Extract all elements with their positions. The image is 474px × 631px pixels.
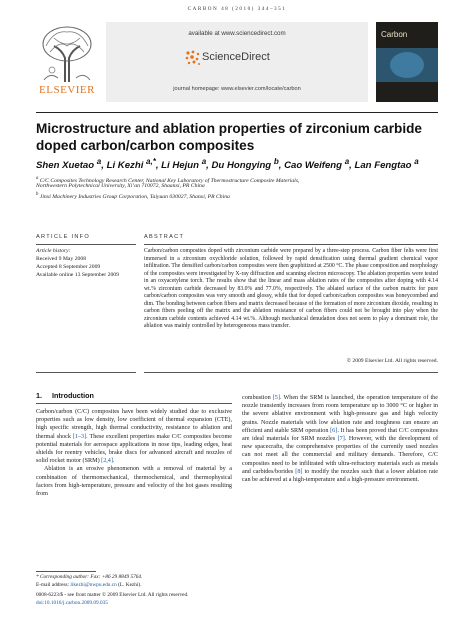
affiliation [36,183,438,191]
section-heading-introduction [36,391,94,400]
author-sup: a [344,157,350,166]
sciencedirect-banner [106,22,368,102]
paragraph: combustion [5]. When the SRM is launched, the operation temperature of the nozzle transiently increases from room temperature up to 3000 °C or higher in the severe ablative environment with high-pressure gas and high velocity grains. Nozzle materials with low ablation rate and toughness can ensure an efficient and stable SRM operation [6]. It has been proved that C/C composites are ideal materials for SRM nozzles [7]. However, with the development of new spacecrafts, the comprehensive properties of the currently used nozzles can not meet all the commercial and military demands. Therefore, C/C composites need to be infiltrated with ultra-refractory materials such as metals and carbides/borides [8] to modify the nozzles such that a lower ablation rate can be achieved at a high-temperature and a high-pressure environment. [242,395,438,484]
affiliation-sup: b [36,192,39,197]
doi-link[interactable]: doi:10.1016/j.carbon.2009.09.035 [36,600,108,606]
header-rule [36,112,438,113]
intro-left-column [36,408,232,498]
email-suffix: (L. Kezhi). [116,582,142,588]
affiliation [36,191,438,202]
affiliation-text: Jinxi Machinery Industries Group Corporation, Taiyuan 030027, Shanxi, PR China [39,193,230,200]
cover-graphic [390,52,424,78]
elsevier-wordmark: ELSEVIER [39,84,95,96]
author[interactable]: Du Hongying [211,160,272,172]
abstract-bottom-rule [144,372,438,373]
journal-header [36,22,438,102]
author-sup: a,* [146,157,156,166]
citation-link[interactable]: [7] [337,436,345,443]
history-label: Article history: [36,248,71,254]
history-accepted: Accepted 8 September 2009 [36,264,101,270]
section-number: 1. [36,391,42,400]
sciencedirect-logo[interactable] [184,48,304,68]
cover-title: Carbon [381,30,408,39]
paragraph: Carbon/carbon (C/C) composites have been widely studied due to exclusive properties such as low density, low coefficient of thermal expansion (CTE), high specific strength, high thermal conductivity, resistance to ablation and thermal shock [1–3]. These excellent properties make C/C composites become potential materials for aerospace applications in nose tips, leading edges, heat shields for reentry vehicles, brake discs for advanced aircraft and nozzles of solid rocket motor (SRM) [2,4]. [36,409,233,465]
citation-link[interactable]: [8] [295,468,303,475]
available-at-link[interactable]: available at www.sciencedirect.com [188,30,286,37]
affiliation-sup: a [36,176,39,181]
author[interactable]: Li Hejun [161,160,200,172]
author-sup: a [201,157,207,166]
citation-link[interactable]: [5] [272,395,280,401]
history-received: Received 9 May 2008 [36,256,87,262]
footnote-rule [36,571,96,572]
article-info-rule [36,244,136,245]
intro-right-column [242,394,438,484]
author[interactable]: Cao Weifeng [284,160,343,172]
author-list: Shen Xuetao $^a$, Li Kezhi $^{a,*}$, Li Hejun $^a$, Du Hongying $^b$, Cao Weifeng $^a$, Lan Fengtao $^a$ [36,157,419,172]
abstract-text: Carbon/carbon composites doped with zirconium carbide were prepared by a three-step process. Carbon fiber felts were first immersed in a zirconium oxychloride solution, followed by rapid densification using thermal gradient chemical vapor infiltration. The densified carbon/carbon composites were then graphitized at 2500 °C. The phase composition and morphology of the composites were investigated by X-ray diffraction and scanning electron microscopy. The ablation properties were tested in an oxyacetylene torch. The results show that the linear and mass ablation rates of the composites after doping with 4.14 wt.% zirconium carbide decreased by 83.0% and 77.0%, respectively. The ablated surface of the carbon matrix for pure carbon/carbon composites was very smooth and glossy, while that for doped carbon/carbon composites was honeycombed and dim. The bonding between carbon fibers and matrix decreased because of the formation of more zirconium dioxide, resulting in carbon fibers peeling off the matrix and the ablation resistance of carbon fibers could not be brought into play when the zirconium carbide contents achieved 4.14 wt.%. Although mechanical denudation does not seem to play a dominant role, the ablation was mainly controlled by heterogeneous mass transfer. [144,248,438,330]
article-info-heading: ARTICLE INFO [36,234,91,240]
section-heading-rule [36,403,232,404]
citation-link[interactable]: [6] [330,427,338,434]
elsevier-tree-icon [40,24,94,82]
elsevier-logo[interactable] [36,22,98,102]
affiliation-text: Northwestern Polytechnical University, Xi’an 710072, Shaanxi, PR China [36,183,205,189]
section-title: Introduction [52,391,94,400]
history-online: Available online 13 September 2009 [36,272,119,278]
author[interactable]: Lan Fengtao [354,160,412,172]
issn-line: 0008-6223/$ - see front matter © 2009 Elsevier Ltd. All rights reserved. [36,592,189,598]
abstract-heading: ABSTRACT [144,234,185,240]
journal-homepage-link[interactable]: journal homepage: www.elsevier.com/locate/carbon [173,86,301,92]
paper-title: Microstructure and ablation properties of zirconium carbide doped carbon/carbon composites [36,121,422,153]
affiliation-text: C/C Composites Technology Research Center, National Key Laboratory of Thermostructure Composite Materials, [39,177,300,184]
journal-running-head: CARBON 48 (2010) 344–351 [187,6,287,12]
citation-link[interactable]: [1–3] [72,433,87,440]
journal-cover-image[interactable] [376,22,438,102]
email-link[interactable]: likezhi@nwpu.edu.cn [70,582,117,588]
citation-link[interactable]: [2,4] [101,458,113,465]
email-label: E-mail address: [36,582,71,588]
author-sup: b [273,157,279,166]
corresponding-author-note: * Corresponding author: Fax: +86 29 8849 5764. [36,574,143,580]
email-footnote [36,582,336,589]
author[interactable]: Shen Xuetao [36,160,95,172]
sciencedirect-wordmark: ScienceDirect [202,51,270,63]
article-info-bottom-rule [36,372,136,373]
paragraph: Ablation is an erosive phenomenon with a removal of material by a combination of thermomechanical, thermochemical, and thermophysical factors from high-temperature, pressure and velocity of the hot gases resulting from [36,466,232,498]
copyright-line: © 2009 Elsevier Ltd. All rights reserved. [346,358,438,364]
sciencedirect-dots-icon [184,49,202,67]
author-sup: a [414,157,419,166]
author-sup: a [96,157,102,166]
abstract-rule [144,244,438,245]
author[interactable]: Li Kezhi [106,160,144,172]
